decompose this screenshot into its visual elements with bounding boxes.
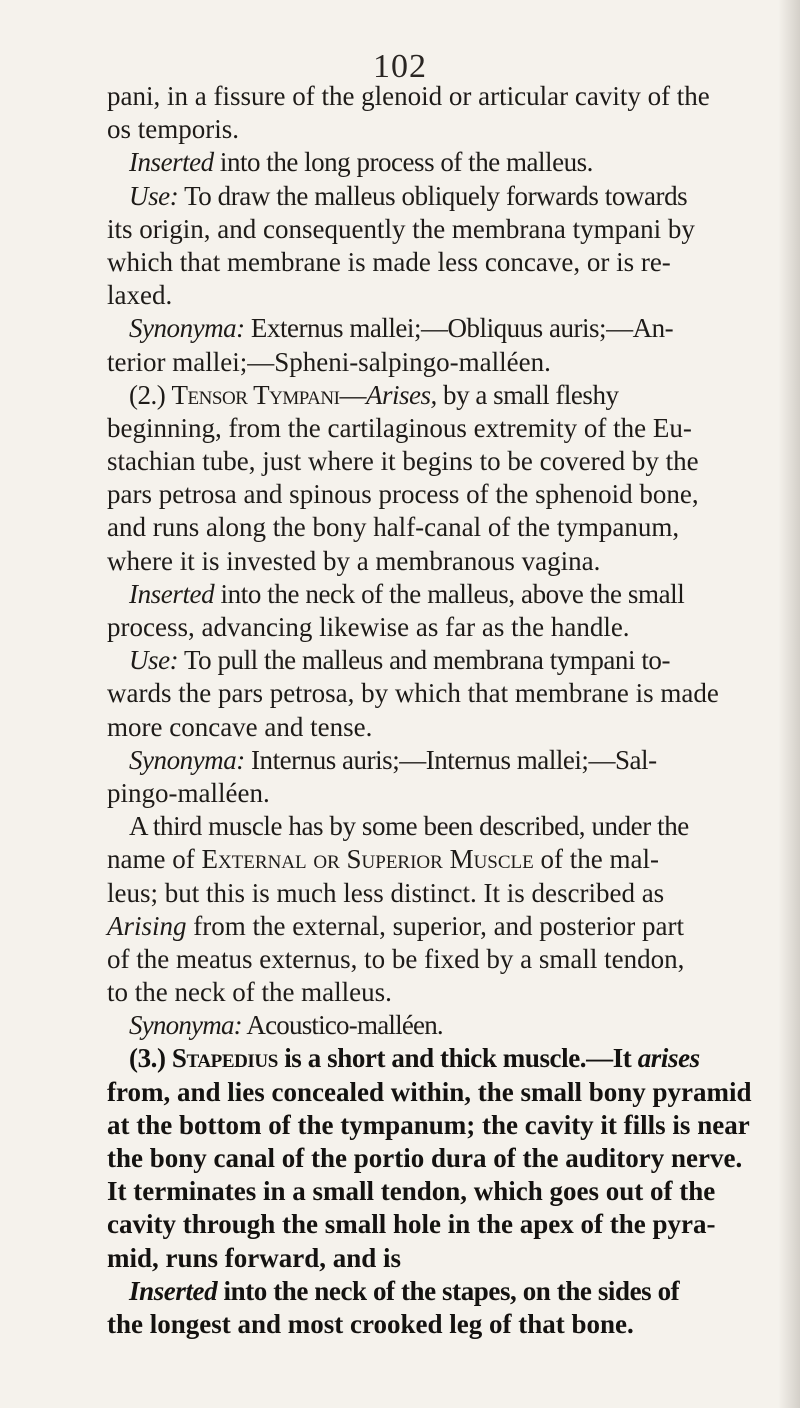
text-run: laxed. bbox=[107, 280, 173, 311]
text-line bbox=[107, 1242, 787, 1275]
text-line bbox=[107, 910, 787, 943]
italic-term: Use: bbox=[129, 180, 179, 211]
italic-term: Inserted bbox=[129, 1275, 218, 1306]
italic-term: arises bbox=[637, 1043, 700, 1074]
text-run: where it is invested by a membranous vagina. bbox=[107, 545, 601, 576]
text-run: beginning, from the cartilaginous extremity of the Eu- bbox=[107, 412, 692, 443]
text-run: — bbox=[339, 379, 366, 410]
text-run: pars petrosa and spinous process of the sphenoid bone, bbox=[107, 479, 699, 510]
text-run: which that membrane is made less concave, or is re- bbox=[107, 246, 671, 277]
text-run: (3.) bbox=[129, 1043, 172, 1074]
text-run: and runs along the bony half-canal of the tympanum, bbox=[107, 512, 680, 543]
text-run: os temporis. bbox=[107, 114, 239, 145]
text-line bbox=[107, 943, 787, 976]
text-line bbox=[107, 545, 787, 578]
small-caps-heading: Stapedius bbox=[171, 1043, 278, 1074]
text-run: A third muscle has by some been described, under the bbox=[129, 811, 689, 842]
page-number: 102 bbox=[373, 48, 427, 85]
text-line bbox=[107, 611, 787, 644]
text-line bbox=[107, 1208, 787, 1241]
text-line bbox=[107, 1042, 787, 1075]
italic-term: Arises, bbox=[365, 379, 437, 410]
text-run: cavity through the small hole in the apex of the pyra- bbox=[107, 1209, 716, 1240]
text-run: terior mallei;—Spheni-salpingo-malléen. bbox=[107, 346, 551, 377]
text-run: of the mal- bbox=[533, 844, 659, 875]
text-line bbox=[107, 677, 787, 710]
text-run: its origin, and consequently the membrana tympani by bbox=[107, 213, 695, 244]
text-run: To draw the malleus obliquely forwards towards bbox=[178, 180, 688, 211]
text-run: at the bottom of the tympanum; the cavity it fills is near bbox=[107, 1109, 750, 1140]
text-run: into the neck of the stapes, on the sides of bbox=[217, 1275, 680, 1306]
text-run: leus; but this is much less distinct. It is described as bbox=[107, 877, 665, 908]
text-run: of the meatus externus, to be fixed by a small tendon, bbox=[107, 943, 685, 974]
text-line bbox=[107, 113, 787, 146]
text-line bbox=[107, 1076, 787, 1109]
text-run: from the external, superior, and posterior part bbox=[186, 910, 685, 941]
italic-term: Inserted bbox=[129, 578, 215, 609]
text-line bbox=[107, 379, 787, 412]
text-run: into the neck of the malleus, above the small bbox=[214, 578, 685, 609]
text-line bbox=[107, 644, 787, 677]
text-run: name of bbox=[107, 844, 202, 875]
text-line bbox=[107, 445, 787, 478]
text-run: To pull the malleus and membrana tympani to- bbox=[178, 645, 670, 676]
text-run: stachian tube, just where it begins to be covered by the bbox=[107, 446, 699, 477]
text-run: wards the pars petrosa, by which that membrane is made bbox=[107, 678, 719, 709]
text-run: is a short and thick muscle.—It bbox=[277, 1043, 638, 1074]
italic-term: Synonyma: bbox=[129, 744, 245, 775]
text-line bbox=[107, 777, 787, 810]
text-line bbox=[107, 478, 787, 511]
text-line bbox=[107, 1109, 787, 1142]
text-run: Internus auris;—Internus mallei;—Sal- bbox=[244, 744, 657, 775]
text-run: to the neck of the malleus. bbox=[107, 977, 392, 1008]
text-run: from, and lies concealed within, the small bony pyramid bbox=[107, 1076, 752, 1107]
page-edge-shadow bbox=[778, 0, 800, 1408]
italic-term: Arising bbox=[107, 910, 187, 941]
italic-term: Inserted bbox=[129, 147, 214, 178]
text-line bbox=[107, 346, 787, 379]
text-line bbox=[107, 180, 787, 213]
text-line bbox=[107, 146, 787, 179]
text-line bbox=[107, 1009, 787, 1042]
text-line bbox=[107, 246, 787, 279]
text-run: pingo-malléen. bbox=[107, 777, 270, 808]
small-caps-heading: Tensor Tympani bbox=[171, 379, 340, 410]
text-run: Externus mallei;—Obliquus auris;—An- bbox=[244, 313, 674, 344]
text-line bbox=[107, 312, 787, 345]
text-line bbox=[107, 744, 787, 777]
italic-term: Synonyma: bbox=[129, 1010, 242, 1041]
italic-term: Synonyma: bbox=[129, 313, 245, 344]
text-line bbox=[107, 843, 787, 876]
italic-term: Use: bbox=[129, 645, 179, 676]
text-run: mid, runs forward, and is bbox=[107, 1242, 402, 1273]
text-line bbox=[107, 711, 787, 744]
text-run: Acoustico-malléen. bbox=[241, 1010, 443, 1041]
text-line bbox=[107, 877, 787, 910]
text-line bbox=[107, 279, 787, 312]
text-run: It terminates in a small tendon, which goes out of the bbox=[107, 1176, 716, 1207]
small-caps-heading: External or Superior Muscle bbox=[201, 844, 534, 875]
text-line bbox=[107, 810, 787, 843]
text-run: by a small fleshy bbox=[436, 379, 619, 410]
text-line bbox=[107, 1275, 787, 1308]
text-run: the bony canal of the portio dura of the auditory nerve. bbox=[107, 1143, 743, 1173]
text-line bbox=[107, 412, 787, 445]
text-line bbox=[107, 578, 787, 611]
text-run: the longest and most crooked leg of that bone. bbox=[107, 1308, 634, 1339]
body-text bbox=[107, 80, 787, 1341]
text-line bbox=[107, 1175, 787, 1208]
text-line bbox=[107, 1142, 787, 1175]
text-line bbox=[107, 511, 787, 544]
text-line bbox=[107, 213, 787, 246]
text-line bbox=[107, 1308, 787, 1341]
text-run: pani, in a fissure of the glenoid or articular cavity of the bbox=[107, 81, 710, 111]
text-run: into the long process of the malleus. bbox=[213, 147, 593, 178]
text-run: (2.) bbox=[129, 379, 172, 410]
text-line bbox=[107, 80, 787, 113]
text-run: more concave and tense. bbox=[107, 711, 373, 742]
text-run: process, advancing likewise as far as the handle. bbox=[107, 612, 630, 642]
text-line bbox=[107, 976, 787, 1009]
